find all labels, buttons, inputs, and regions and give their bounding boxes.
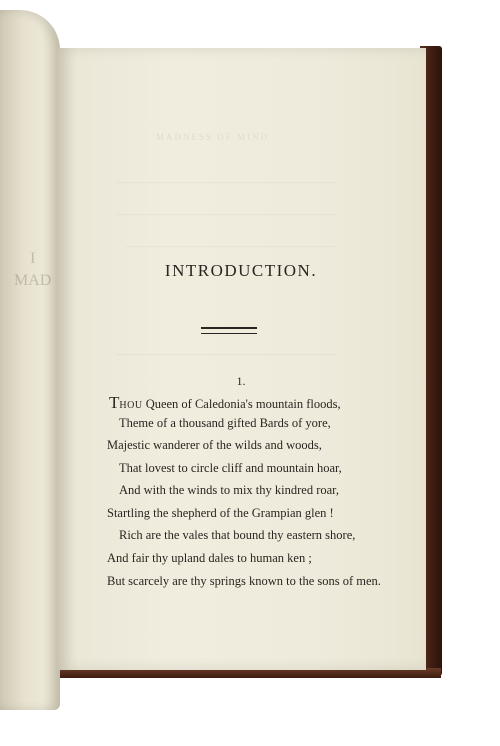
verse-line-text: Queen of Caledonia's mountain floods, [142, 397, 341, 411]
show-through-text: ——————————————————— [126, 240, 335, 252]
drop-cap: T [109, 393, 120, 412]
small-caps: HOU [119, 400, 143, 411]
show-through-text: ———————————————————— [116, 348, 336, 360]
title-rule [201, 327, 257, 334]
page-title: INTRODUCTION. [164, 261, 318, 280]
verse-line: But scarcely are thy springs known to the sons of men. [107, 574, 381, 588]
verse-line: And with the winds to mix thy kindred roar, [119, 483, 339, 497]
verse-line: Rich are the vales that bound thy eastern shore, [119, 528, 356, 542]
show-through-text: MADNESS OF MIND [156, 132, 270, 142]
show-through-text: ———————————————————— [116, 176, 336, 188]
facing-page-show-through: MAD [14, 272, 52, 289]
verse-line [109, 393, 341, 413]
verse-line: And fair thy upland dales to human ken ; [107, 551, 312, 565]
verse-line: Theme of a thousand gifted Bards of yore, [119, 416, 331, 430]
verse-line: That lovest to circle cliff and mountain hoar, [119, 461, 342, 475]
facing-page [0, 10, 60, 710]
book-page [56, 48, 426, 670]
verse-line: Majestic wanderer of the wilds and woods, [107, 438, 322, 452]
show-through-text: ———————————————————— [116, 208, 336, 220]
facing-page-show-through: I [30, 250, 36, 267]
stanza-number: 1. [236, 374, 246, 388]
verse-line: Startling the shepherd of the Grampian glen ! [107, 506, 334, 520]
